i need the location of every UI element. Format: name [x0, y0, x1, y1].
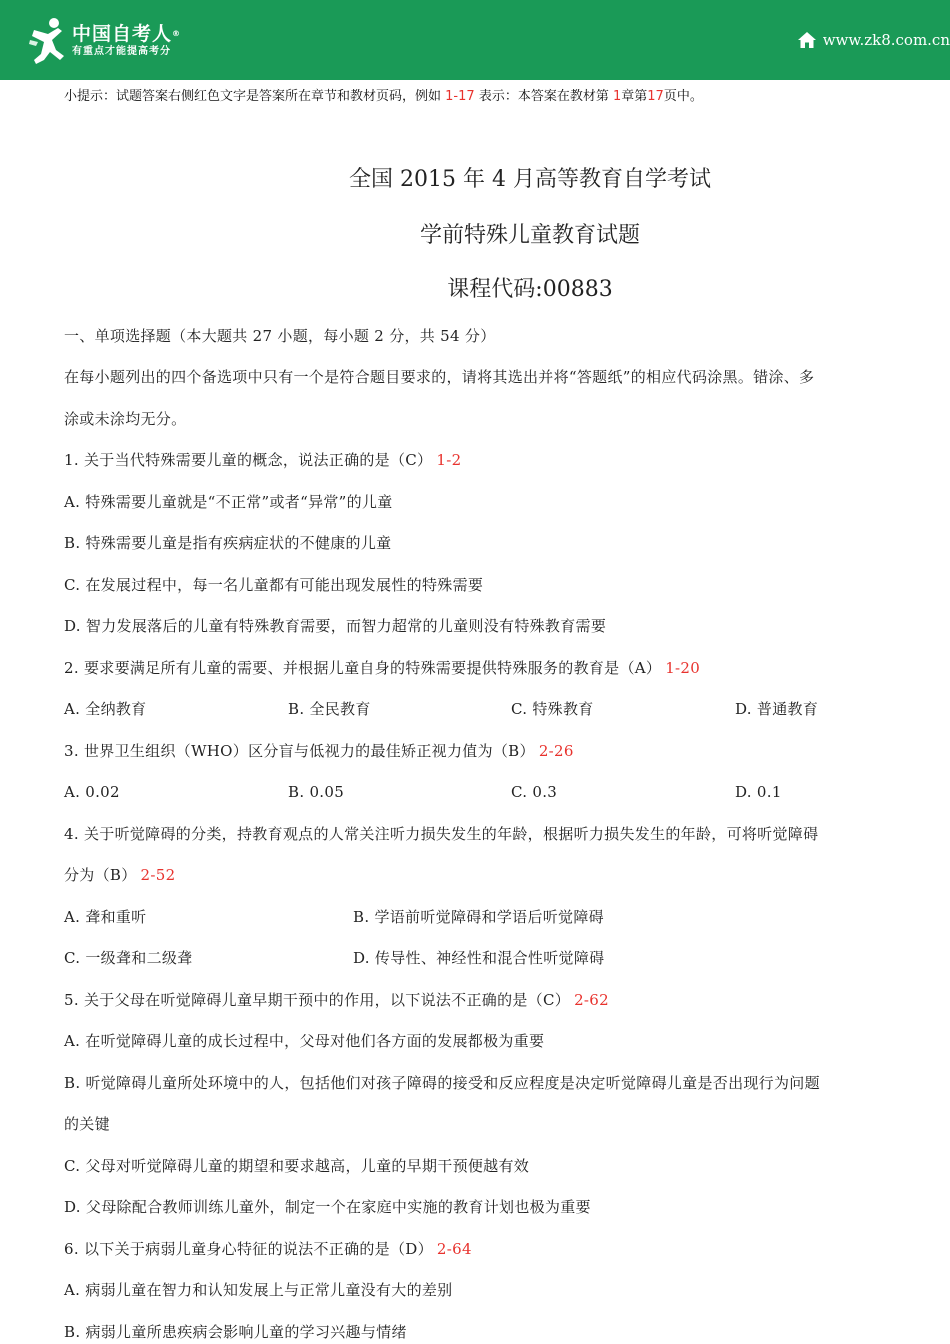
question-3-option-c: C. 0.3	[511, 783, 558, 801]
question-5-option-c: C. 父母对听觉障碍儿童的期望和要求越高，儿童的早期干预便越有效	[64, 1157, 530, 1175]
question-2-option-b: B. 全民教育	[288, 700, 371, 718]
question-1-stem: 1. 关于当代特殊需要儿童的概念，说法正确的是（C） 1-2	[64, 451, 462, 469]
question-5-option-b-cont: 的关键	[64, 1115, 110, 1133]
question-5-stem: 5. 关于父母在听觉障碍儿童早期干预中的作用，以下说法不正确的是（C） 2-62	[64, 991, 609, 1009]
site-link[interactable]	[797, 31, 950, 49]
site-header	[0, 0, 950, 80]
course-code: 课程代码:00883	[447, 277, 613, 302]
question-3-option-b: B. 0.05	[288, 783, 345, 801]
hint-text: 小提示：试题答案右侧红色文字是答案所在章节和教材页码，例如	[64, 89, 442, 104]
question-3-option-d: D. 0.1	[735, 783, 782, 801]
hint-line	[64, 85, 703, 104]
instructions-line: 在每小题列出的四个备选项中只有一个是符合题目要求的，请将其选出并将“答题纸”的相应代码涂黑。错涂、多	[64, 368, 815, 386]
question-2-stem: 2. 要求要满足所有儿童的需要、并根据儿童自身的特殊需要提供特殊服务的教育是（A） 1-20	[64, 659, 701, 677]
question-1-option-d: D. 智力发展落后的儿童有特殊教育需要，而智力超常的儿童则没有特殊教育需要	[64, 617, 607, 635]
exam-title: 全国 2015 年 4 月高等教育自学考试	[349, 167, 711, 192]
question-4-option-a: A. 聋和重听	[64, 908, 147, 926]
question-3-option-a: A. 0.02	[64, 783, 120, 801]
question-4-option-b: B. 学语前听觉障碍和学语后听觉障碍	[353, 908, 604, 926]
question-3-stem: 3. 世界卫生组织（WHO）区分盲与低视力的最佳矫正视力值为（B） 2-26	[64, 742, 574, 760]
question-1-option-c: C. 在发展过程中，每一名儿童都有可能出现发展性的特殊需要	[64, 576, 484, 594]
question-1-option-b: B. 特殊需要儿童是指有疾病症状的不健康的儿童	[64, 534, 392, 552]
site-url: www.zk8.com.cn	[822, 31, 950, 49]
brand-name: 中国自考人	[72, 23, 173, 45]
brand-text	[72, 23, 181, 59]
question-5-option-b: B. 听觉障碍儿童所处环境中的人，包括他们对孩子障碍的接受和反应程度是决定听觉障碍儿童是否出现行为问题	[64, 1074, 820, 1092]
question-6-option-b: B. 病弱儿童所患疾病会影响儿童的学习兴趣与情绪	[64, 1323, 407, 1341]
answer-ref: 1-20	[665, 659, 701, 677]
hint-chapter: 1	[612, 89, 622, 104]
question-5-option-a: A. 在听觉障碍儿童的成长过程中，父母对他们各方面的发展都极为重要	[64, 1032, 545, 1050]
hint-text: 页中。	[663, 89, 703, 104]
hint-text: 章第	[621, 89, 648, 104]
answer-ref: 1-2	[436, 451, 462, 469]
question-6-stem: 6. 以下关于病弱儿童身心特征的说法不正确的是（D） 2-64	[64, 1240, 472, 1258]
question-2-option-d: D. 普通教育	[735, 700, 819, 718]
home-icon	[797, 31, 817, 49]
hint-page: 17	[647, 89, 664, 104]
question-2-option-a: A. 全纳教育	[64, 700, 147, 718]
question-5-option-d: D. 父母除配合教师训练儿童外，制定一个在家庭中实施的教育计划也极为重要	[64, 1198, 591, 1216]
brand-slogan: 有重点才能提高考分	[72, 46, 171, 57]
question-4-stem-cont: 分为（B） 2-52	[64, 866, 176, 884]
hint-text: 表示：本答案在教材第	[478, 89, 609, 104]
registered-mark: ®	[172, 29, 182, 38]
question-4-stem: 4. 关于听觉障碍的分类，持教育观点的人常关注听力损失发生的年龄，根据听力损失发生的年龄，可将听觉障碍	[64, 825, 819, 843]
brand-logo[interactable]	[28, 14, 181, 68]
answer-ref: 2-62	[574, 991, 609, 1009]
subject-title: 学前特殊儿童教育试题	[419, 223, 640, 248]
answer-ref: 2-52	[140, 866, 176, 884]
section-heading: 一、单项选择题（本大题共 27 小题，每小题 2 分，共 54 分）	[64, 327, 496, 345]
question-4-option-c: C. 一级聋和二级聋	[64, 949, 193, 967]
running-person-icon	[28, 16, 68, 66]
answer-ref: 2-26	[538, 742, 574, 760]
instructions-line: 涂或未涂均无分。	[64, 410, 187, 428]
answer-ref: 2-64	[436, 1240, 472, 1258]
hint-example: 1-17	[445, 89, 475, 104]
question-4-option-d: D. 传导性、神经性和混合性听觉障碍	[353, 949, 605, 967]
question-1-option-a: A. 特殊需要儿童就是“不正常”或者“异常”的儿童	[64, 493, 393, 511]
question-2-option-c: C. 特殊教育	[511, 700, 594, 718]
question-6-option-a: A. 病弱儿童在智力和认知发展上与正常儿童没有大的差别	[64, 1281, 453, 1299]
